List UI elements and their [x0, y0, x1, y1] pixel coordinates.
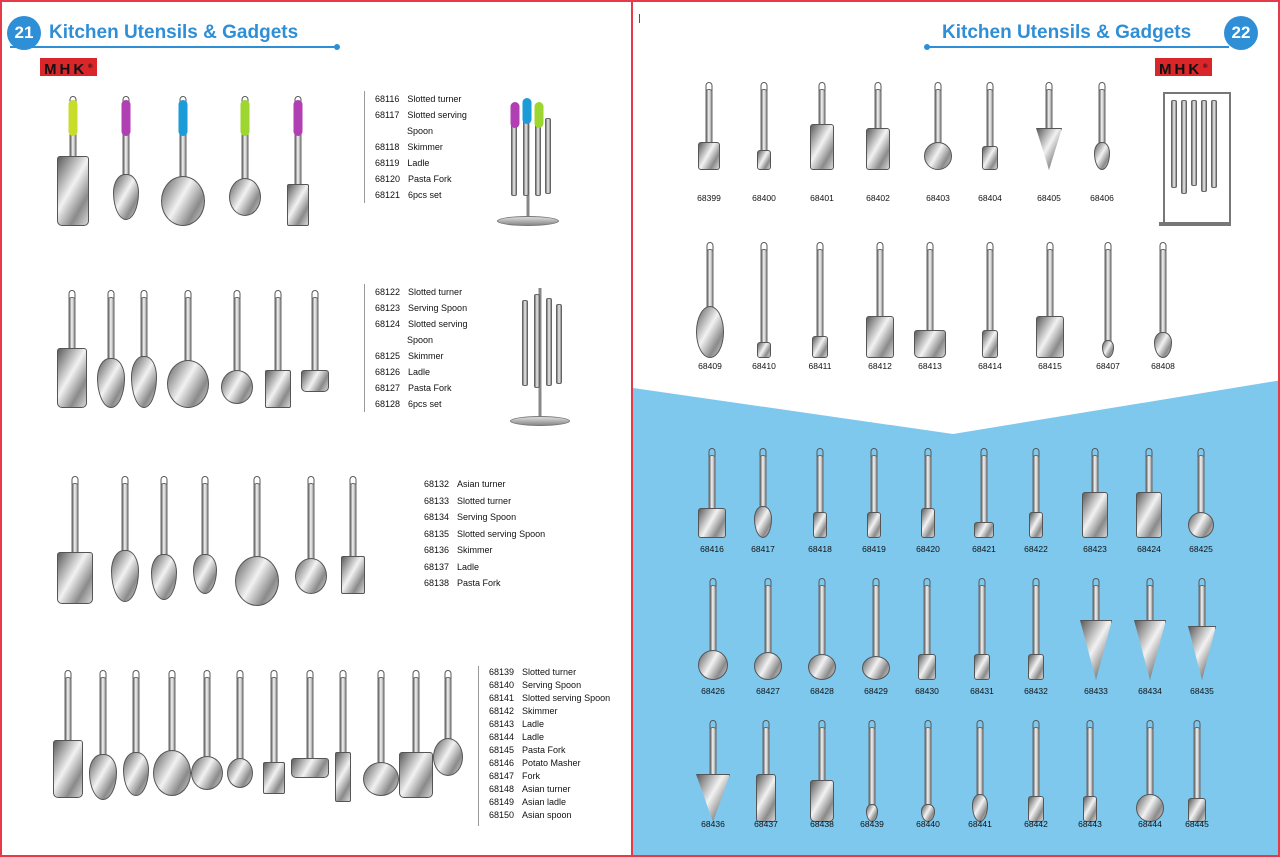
product-list-4 [478, 666, 610, 826]
utensil-image [222, 290, 252, 402]
product-code: 68121 [375, 190, 401, 200]
product-name: Skimmer [457, 545, 493, 555]
utensil-image [58, 290, 86, 406]
utensil-image [90, 670, 116, 798]
utensil-image [757, 82, 771, 168]
product-name: Slotted serving [408, 319, 468, 329]
product-name: Asian spoon [522, 810, 572, 820]
product-list-row [424, 542, 545, 559]
product-code: 68409 [698, 361, 722, 371]
product-name-continued: Spoon [407, 126, 434, 136]
utensil-image [757, 720, 775, 820]
utensil-image [336, 670, 350, 800]
product-code: 68138 [424, 578, 450, 588]
product-name: Serving Spoon [522, 680, 582, 690]
product-name: Ladle [408, 367, 431, 377]
product-name: Slotted serving Spoon [457, 528, 546, 539]
utensil-image [58, 96, 88, 224]
product-name: Potato Masher [522, 758, 581, 768]
product-list-row [424, 575, 545, 592]
product-list-row [489, 692, 610, 705]
product-code: 68414 [978, 361, 1002, 371]
product-code: 68118 [375, 142, 400, 152]
product-code: 68122 [375, 287, 401, 297]
product-code: 68135 [424, 528, 450, 539]
utensil-image [230, 96, 260, 214]
utensil-image [697, 242, 723, 356]
product-code: 68423 [1083, 544, 1107, 554]
product-code: 68436 [701, 819, 725, 829]
product-list-row [489, 770, 610, 783]
product-list-row [375, 364, 468, 380]
product-code: 68441 [968, 819, 992, 829]
product-name: 6pcs set [408, 190, 442, 200]
product-code: 68124 [375, 319, 401, 329]
utensil-image [54, 670, 82, 796]
utensil-image [296, 476, 326, 592]
product-name: Skimmer [522, 706, 558, 716]
product-code: 68420 [916, 544, 940, 554]
product-list-row [489, 731, 610, 744]
product-code: 68416 [700, 544, 724, 554]
product-list-row [375, 171, 467, 187]
product-code: 68439 [860, 819, 884, 829]
utensil-image [925, 82, 951, 168]
utensil-image [114, 96, 138, 218]
product-code: 68419 [862, 544, 886, 554]
product-name: Asian turner [457, 479, 506, 489]
product-code: 68428 [810, 686, 834, 696]
utensil-image [1081, 578, 1111, 678]
utensil-image [1083, 720, 1097, 820]
product-list-row [489, 718, 610, 731]
product-code: 68139 [489, 667, 515, 677]
product-code: 68418 [808, 544, 832, 554]
utensil-image [152, 476, 176, 598]
product-code: 68399 [697, 193, 721, 203]
utensil-image [434, 670, 462, 774]
product-code: 68128 [375, 399, 401, 409]
utensil-stand-image-2 [510, 288, 570, 426]
product-code: 68146 [489, 758, 515, 768]
utensil-image [863, 578, 889, 678]
product-list-row [424, 493, 545, 510]
product-list-row [424, 526, 545, 543]
product-name: Slotted serving [407, 110, 467, 120]
product-code: 68126 [375, 367, 401, 377]
utensil-image [112, 476, 138, 600]
product-name: Slotted turner [522, 667, 577, 677]
utensil-image [697, 720, 729, 820]
product-name: Pasta Fork [408, 174, 452, 184]
product-code: 68402 [866, 193, 890, 203]
utensil-image [867, 82, 889, 168]
utensil-image [1029, 448, 1043, 536]
utensil-image [342, 476, 364, 592]
product-code: 68422 [1024, 544, 1048, 554]
product-code: 68408 [1151, 361, 1175, 371]
product-code: 68117 [375, 110, 400, 120]
product-code: 68142 [489, 706, 515, 716]
product-name: Serving Spoon [457, 512, 517, 522]
product-name-continued: Spoon [407, 335, 434, 345]
utensil-image [811, 82, 833, 168]
product-code: 68406 [1090, 193, 1114, 203]
title-underline [929, 46, 1229, 48]
product-name: Fork [522, 771, 541, 781]
utensil-image [921, 448, 935, 536]
product-name: Slotted turner [407, 94, 462, 104]
product-code: 68400 [752, 193, 776, 203]
product-name: Asian turner [522, 784, 571, 794]
product-list-row [489, 679, 610, 692]
product-code: 68410 [752, 361, 776, 371]
product-name: Slotted turner [457, 495, 512, 506]
utensil-image [975, 578, 989, 678]
utensil-image [755, 448, 771, 536]
utensil-image [813, 242, 827, 356]
product-code: 68133 [424, 495, 450, 506]
utensil-image [811, 720, 833, 820]
gadget-stand-image [1159, 90, 1231, 226]
page-number-badge: 21 [7, 16, 41, 50]
utensil-image [288, 96, 308, 224]
product-code: 68411 [808, 361, 832, 371]
product-list-row [489, 666, 610, 679]
product-code: 68444 [1138, 819, 1162, 829]
product-code: 68426 [701, 686, 725, 696]
product-code: 68415 [1038, 361, 1062, 371]
product-name: Ladle [407, 158, 430, 168]
product-list-row [375, 107, 467, 123]
product-code: 68413 [918, 361, 942, 371]
product-code: 68429 [864, 686, 888, 696]
product-code: 68425 [1189, 544, 1213, 554]
brand-logo: MHK® [1155, 58, 1212, 76]
crop-mark [639, 14, 640, 23]
product-list-row [424, 509, 545, 526]
utensil-image [809, 578, 835, 678]
product-list-1 [364, 91, 467, 203]
utensil-image [98, 290, 124, 406]
utensil-image [124, 670, 148, 794]
utensil-image [1037, 242, 1063, 356]
product-code: 68435 [1190, 686, 1214, 696]
utensil-image [699, 82, 719, 168]
product-name: Skimmer [408, 351, 444, 361]
utensil-image [865, 720, 879, 820]
brand-logo: MHK® [40, 58, 97, 76]
product-code: 68141 [489, 693, 515, 703]
utensil-image [1155, 242, 1171, 356]
product-list-row [375, 155, 467, 171]
product-code: 68405 [1037, 193, 1061, 203]
product-code: 68433 [1084, 686, 1108, 696]
utensil-image [132, 290, 156, 406]
utensil-image [1101, 242, 1115, 356]
product-code: 68438 [810, 819, 834, 829]
product-list-row [375, 139, 467, 155]
utensil-image [867, 242, 893, 356]
product-list-row [424, 476, 545, 493]
product-code: 68412 [868, 361, 892, 371]
product-name: Serving Spoon [408, 303, 468, 313]
product-list-row [489, 757, 610, 770]
utensil-image [755, 578, 781, 678]
product-list-row [424, 559, 545, 576]
utensil-image [194, 476, 216, 592]
utensil-image [973, 720, 987, 820]
product-code: 68445 [1185, 819, 1209, 829]
product-code: 68145 [489, 745, 515, 755]
utensil-image [1083, 448, 1107, 536]
product-code: 68424 [1137, 544, 1161, 554]
utensil-image [757, 242, 771, 356]
product-list-row [489, 809, 610, 822]
utensil-image [699, 578, 727, 678]
utensil-image [921, 720, 935, 820]
product-name: Ladle [522, 732, 545, 742]
utensil-image [236, 476, 278, 604]
product-code: 68421 [972, 544, 996, 554]
title-underline-dot [334, 44, 340, 50]
product-code: 68120 [375, 174, 401, 184]
page-number-badge: 22 [1224, 16, 1258, 50]
product-name: Ladle [522, 719, 545, 729]
product-list-row [375, 348, 468, 364]
utensil-stand-image-1 [497, 94, 559, 226]
product-list-row [375, 91, 467, 107]
utensil-image [228, 670, 252, 786]
title-underline-dot [924, 44, 930, 50]
utensil-image [1037, 82, 1061, 168]
utensil-image [264, 670, 284, 792]
utensil-image [162, 96, 204, 224]
utensil-image [58, 476, 92, 602]
page-title: Kitchen Utensils & Gadgets [942, 22, 1192, 43]
utensil-image [867, 448, 881, 536]
product-code: 68148 [489, 784, 515, 794]
product-code: 68440 [916, 819, 940, 829]
product-code: 68443 [1078, 819, 1102, 829]
utensil-image [915, 242, 945, 356]
product-code: 68437 [754, 819, 778, 829]
product-code: 68442 [1024, 819, 1048, 829]
product-code: 68116 [375, 94, 400, 104]
product-code: 68132 [424, 479, 450, 489]
utensil-image [266, 290, 290, 406]
utensil-image [983, 242, 997, 356]
product-name: Asian ladle [522, 797, 567, 807]
utensil-image [1029, 720, 1043, 820]
product-code: 68144 [489, 732, 515, 742]
product-code: 68427 [756, 686, 780, 696]
product-name: Slotted serving Spoon [522, 693, 611, 703]
utensil-image [1135, 578, 1165, 678]
product-code: 68431 [970, 686, 994, 696]
product-code: 68401 [810, 193, 834, 203]
product-code: 68432 [1024, 686, 1048, 696]
product-list-row [489, 783, 610, 796]
utensil-image [1137, 720, 1163, 820]
utensil-image [192, 670, 222, 788]
product-list-row [375, 316, 468, 332]
utensil-image [813, 448, 827, 536]
product-name: Pasta Fork [457, 578, 501, 588]
product-list-row [375, 396, 468, 412]
utensil-image [364, 670, 398, 794]
product-code: 68123 [375, 303, 401, 313]
product-code: 68134 [424, 512, 450, 522]
product-code: 68403 [926, 193, 950, 203]
catalog-page-right [631, 0, 1280, 857]
product-name: Pasta Fork [522, 745, 566, 755]
product-name: 6pcs set [408, 399, 442, 409]
utensil-image [154, 670, 190, 794]
product-list-row [375, 380, 468, 396]
catalog-page-left [0, 0, 631, 857]
product-code: 68143 [489, 719, 515, 729]
product-code: 68434 [1138, 686, 1162, 696]
product-list-row [375, 300, 468, 316]
product-code: 68140 [489, 680, 515, 690]
product-code: 68417 [751, 544, 775, 554]
product-code: 68137 [424, 561, 450, 572]
page-title: Kitchen Utensils & Gadgets [49, 22, 299, 43]
utensil-image [699, 448, 725, 536]
utensil-image [1189, 578, 1215, 678]
product-code: 68147 [489, 771, 515, 781]
utensil-image [1189, 720, 1205, 820]
product-list-row [375, 187, 467, 203]
utensil-image [1137, 448, 1161, 536]
utensil-image [1095, 82, 1109, 168]
product-list-row [489, 744, 610, 757]
product-list-row [489, 796, 610, 809]
title-underline [10, 46, 338, 48]
product-code: 68119 [375, 158, 400, 168]
product-name: Slotted turner [408, 287, 463, 297]
utensil-image [168, 290, 208, 406]
product-code: 68150 [489, 810, 515, 820]
product-list-3 [414, 476, 545, 592]
product-code: 68404 [978, 193, 1002, 203]
utensil-image [400, 670, 432, 796]
product-list-row [375, 284, 468, 300]
product-list-2 [364, 284, 468, 412]
product-name: Pasta Fork [408, 383, 452, 393]
utensil-image [302, 290, 328, 390]
utensil-image [919, 578, 935, 678]
product-list-row [489, 705, 610, 718]
product-name: Skimmer [407, 142, 443, 152]
utensil-image [1029, 578, 1043, 678]
product-code: 68136 [424, 545, 450, 555]
product-name: Ladle [457, 561, 480, 572]
utensil-image [292, 670, 328, 776]
product-code: 68125 [375, 351, 401, 361]
product-code: 68430 [915, 686, 939, 696]
utensil-image [1189, 448, 1213, 536]
product-code: 68149 [489, 797, 515, 807]
product-code: 68127 [375, 383, 401, 393]
utensil-image [975, 448, 993, 536]
product-code: 68407 [1096, 361, 1120, 371]
utensil-image [983, 82, 997, 168]
